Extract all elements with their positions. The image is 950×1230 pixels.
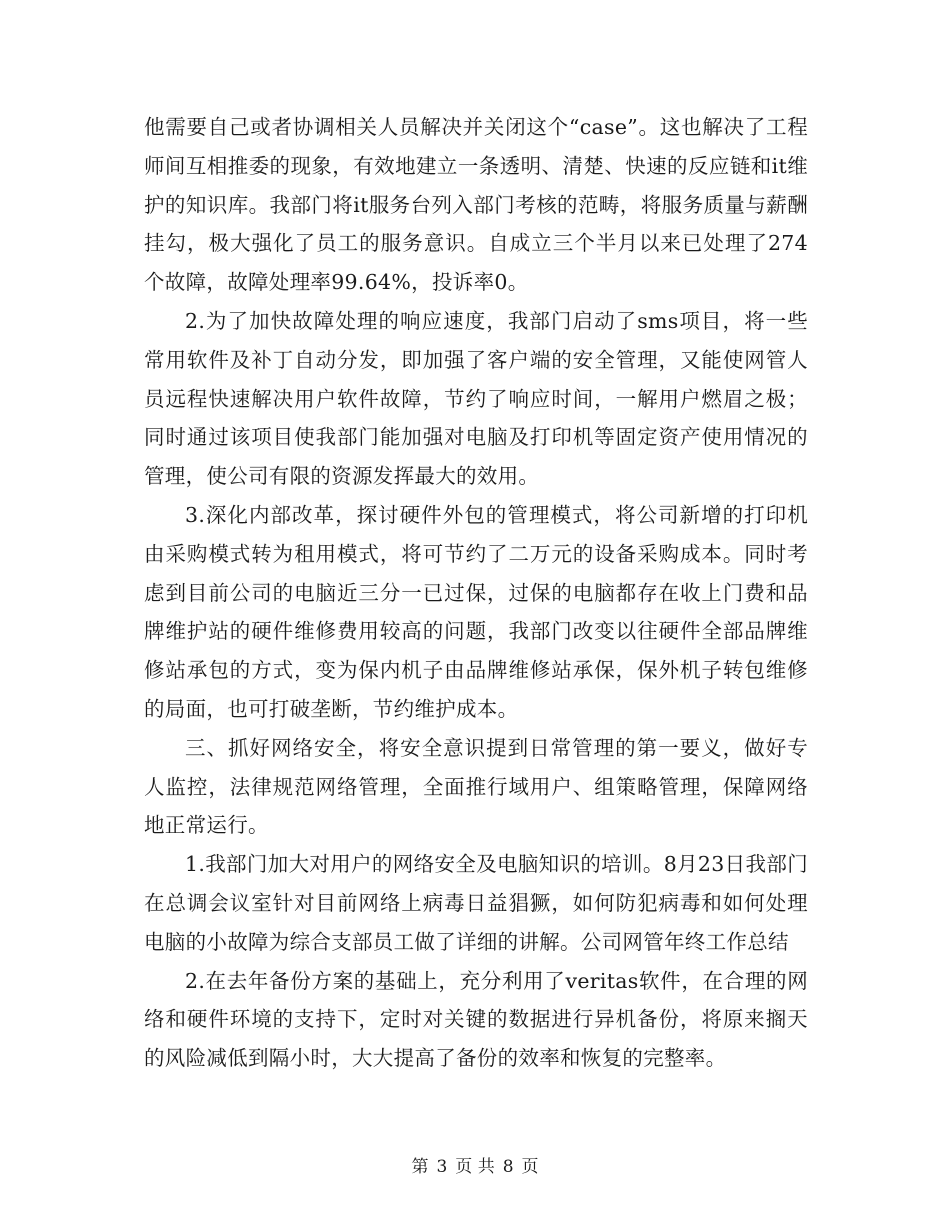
current-page-number: 3 (436, 1157, 448, 1177)
page-label-prefix: 第 (411, 1157, 429, 1177)
paragraph-hardware-outsourcing: 3.深化内部改革，探讨硬件外包的管理模式，将公司新增的打印机由采购模式转为租用模式，将可节约了二万元的设备采购成本。同时考虑到目前公司的电脑近三分一已过保，过保的电脑都存在收上门费和品牌维护站的硬件维修费用较高的问题，我部门改变以往硬件全部品牌维修站承包的方式，变为保内机子由品牌维修站承保，保外机子转包维修的局面，也可打破垄断，节约维护成本。 (144, 502, 808, 721)
paragraph-network-security-heading: 三、抓好网络安全，将安全意识提到日常管理的第一要义，做好专人监控，法律规范网络管理，全面推行域用户、组策略管理，保障网络地正常运行。 (144, 735, 808, 838)
total-pages-number: 8 (502, 1157, 514, 1177)
page-footer (0, 1152, 950, 1177)
page-label-suffix: 页 (521, 1157, 539, 1177)
paragraph-continuation: 他需要自己或者协调相关人员解决并关闭这个“case”。这也解决了工程师间互相推委的现象，有效地建立一条透明、清楚、快速的反应链和it维护的知识库。我部门将it服务台列入部门考核的范畴，将服务质量与薪酬挂勾，极大强化了员工的服务意识。自成立三个半月以来已处理了274个故障，故障处理率99.64%，投诉率0。 (144, 115, 808, 295)
paragraph-backup-plan: 2.在去年备份方案的基础上，充分利用了veritas软件，在合理的网络和硬件环境的支持下，定时对关键的数据进行异机备份，将原来搁天的风险减低到隔小时，大大提高了备份的效率和恢复的完整率。 (144, 968, 808, 1071)
page-label-mid: 页 共 (455, 1157, 495, 1177)
paragraph-user-training: 1.我部门加大对用户的网络安全及电脑知识的培训。8月23日我部门在总调会议室针对目前网络上病毒日益猖獗，如何防犯病毒和如何处理电脑的小故障为综合支部员工做了详细的讲解。公司网管年终工作总结 (144, 852, 808, 954)
paragraph-sms-project: 2.为了加快故障处理的响应速度，我部门启动了sms项目，将一些常用软件及补丁自动分发，即加强了客户端的安全管理，又能使网管人员远程快速解决用户软件故障，节约了响应时间，一解用户燃眉之极；同时通过该项目使我部门能加强对电脑及打印机等固定资产使用情况的管理，使公司有限的资源发挥最大的效用。 (144, 308, 808, 489)
document-body (144, 108, 808, 1078)
